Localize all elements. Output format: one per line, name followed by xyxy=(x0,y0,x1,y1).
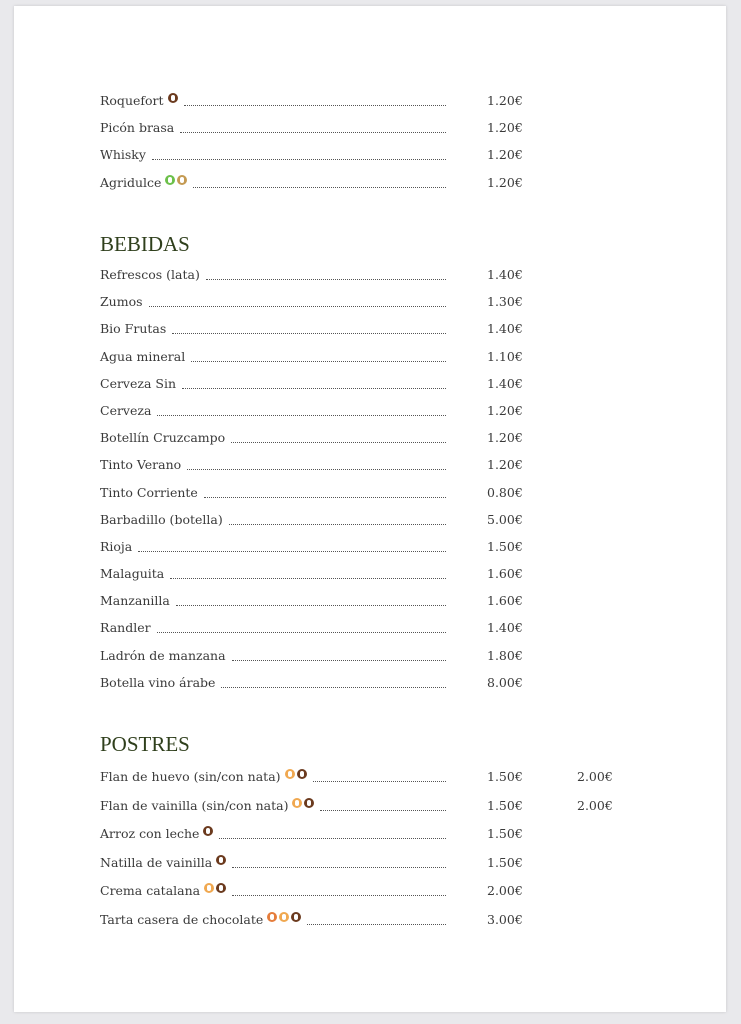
menu-item xyxy=(100,512,660,539)
allergen-icons xyxy=(267,912,301,922)
item-name: Tinto Verano xyxy=(100,457,182,473)
item-name: Botella vino árabe xyxy=(100,674,216,690)
item-name: Manzanilla xyxy=(100,593,170,609)
milk-allergen-icon xyxy=(216,883,226,893)
milk-allergen-icon xyxy=(297,769,307,779)
menu-item xyxy=(100,376,660,403)
dot-leader xyxy=(232,660,446,661)
item-name: Arroz con leche xyxy=(100,826,200,841)
item-name: Cerveza xyxy=(100,402,152,418)
menu-item xyxy=(100,855,660,884)
allergen-icons xyxy=(204,883,226,893)
item-price: 3.00€ xyxy=(487,911,523,927)
item-price: 1.40€ xyxy=(487,321,523,337)
dot-leader xyxy=(176,605,446,606)
egg-allergen-icon xyxy=(292,798,302,808)
item-price: 1.50€ xyxy=(487,826,523,841)
item-name: Whisky xyxy=(100,147,146,163)
item-price: 5.00€ xyxy=(487,511,523,527)
dot-leader xyxy=(180,132,446,133)
milk-allergen-icon xyxy=(304,798,314,808)
menu-item xyxy=(100,798,660,827)
item-name: Ladrón de manzana xyxy=(100,647,226,663)
dot-leader xyxy=(313,781,446,782)
dot-leader xyxy=(172,333,446,334)
milk-allergen-icon xyxy=(216,855,226,865)
item-name: Cerveza Sin xyxy=(100,375,177,391)
menu-item xyxy=(100,267,660,294)
postres-section xyxy=(100,732,660,940)
menu-item xyxy=(100,566,660,593)
celery-allergen-icon xyxy=(165,175,175,185)
item-price: 1.60€ xyxy=(487,593,523,609)
milk-allergen-icon xyxy=(168,93,178,103)
dot-leader xyxy=(191,361,446,362)
item-price: 1.60€ xyxy=(487,566,523,582)
dot-leader xyxy=(231,442,446,443)
item-name: Zumos xyxy=(100,294,143,310)
menu-item xyxy=(100,539,660,566)
menu-item xyxy=(100,485,660,512)
dot-leader xyxy=(152,159,446,160)
item-price-with-cream: 2.00€ xyxy=(577,797,613,813)
allergen-icons xyxy=(292,798,314,808)
menu-item xyxy=(100,120,660,147)
item-price: 2.00€ xyxy=(487,883,523,898)
item-name: Refrescos (lata) xyxy=(100,267,200,282)
menu-item xyxy=(100,294,660,321)
item-name: Flan de vainilla (sin/con nata) xyxy=(100,797,289,813)
mustard-allergen-icon xyxy=(177,175,187,185)
item-name: Agridulce xyxy=(100,174,162,190)
item-price: 1.50€ xyxy=(487,797,523,813)
item-name: Roquefort xyxy=(100,93,164,108)
menu-item xyxy=(100,175,660,202)
item-price: 1.20€ xyxy=(487,93,523,108)
item-price: 1.40€ xyxy=(487,620,523,636)
item-name: Barbadillo (botella) xyxy=(100,511,223,527)
menu-item xyxy=(100,321,660,348)
menu-item xyxy=(100,403,660,430)
menu-item xyxy=(100,457,660,484)
dot-leader xyxy=(232,895,446,896)
dot-leader xyxy=(219,838,446,839)
item-price: 1.50€ xyxy=(487,769,523,784)
menu-item xyxy=(100,675,660,702)
menu-item xyxy=(100,147,660,174)
item-price: 1.40€ xyxy=(487,267,523,282)
dot-leader xyxy=(149,306,446,307)
dot-leader xyxy=(320,810,446,811)
gluten-allergen-icon xyxy=(267,912,277,922)
item-name: Tarta casera de chocolate xyxy=(100,911,264,927)
item-name: Agua mineral xyxy=(100,348,186,364)
item-name: Rioja xyxy=(100,538,133,554)
dot-leader xyxy=(206,279,446,280)
menu-item xyxy=(100,912,660,941)
postres-list xyxy=(100,769,660,940)
dot-leader xyxy=(204,497,446,498)
item-name: Picón brasa xyxy=(100,120,175,136)
menu-item xyxy=(100,620,660,647)
dot-leader xyxy=(157,415,446,416)
dot-leader xyxy=(138,551,446,552)
item-price: 1.80€ xyxy=(487,647,523,663)
dot-leader xyxy=(187,469,446,470)
dot-leader xyxy=(157,632,446,633)
item-name: Tinto Corriente xyxy=(100,484,198,500)
bebidas-list xyxy=(100,267,660,702)
item-price: 8.00€ xyxy=(487,674,523,690)
section-title-bebidas: BEBIDAS xyxy=(100,232,190,256)
item-price: 1.20€ xyxy=(487,120,523,136)
item-price: 0.80€ xyxy=(487,484,523,500)
item-name: Randler xyxy=(100,620,151,636)
item-name: Crema catalana xyxy=(100,883,201,898)
bebidas-section xyxy=(100,232,660,702)
item-name: Bio Frutas xyxy=(100,321,167,337)
allergen-icons xyxy=(203,826,213,836)
item-name: Natilla de vainilla xyxy=(100,854,213,870)
item-price: 1.20€ xyxy=(487,430,523,446)
item-price: 1.50€ xyxy=(487,538,523,554)
allergen-icons xyxy=(165,175,187,185)
allergen-icons xyxy=(168,93,178,103)
top-items-list xyxy=(100,93,660,202)
menu-page xyxy=(14,6,726,1012)
item-price: 1.10€ xyxy=(487,348,523,364)
dot-leader xyxy=(221,687,446,688)
item-price: 1.20€ xyxy=(487,457,523,473)
item-name: Malaguita xyxy=(100,566,165,582)
egg-allergen-icon xyxy=(204,883,214,893)
dot-leader xyxy=(170,578,446,579)
item-price: 1.20€ xyxy=(487,147,523,163)
egg-allergen-icon xyxy=(285,769,295,779)
item-price: 1.40€ xyxy=(487,375,523,391)
item-price-with-cream: 2.00€ xyxy=(577,769,613,784)
menu-item xyxy=(100,349,660,376)
allergen-icons xyxy=(285,769,307,779)
menu-item xyxy=(100,430,660,457)
menu-item xyxy=(100,93,660,120)
egg-allergen-icon xyxy=(279,912,289,922)
menu-item xyxy=(100,769,660,798)
dot-leader xyxy=(193,187,446,188)
allergen-icons xyxy=(216,855,226,865)
item-name: Botellín Cruzcampo xyxy=(100,430,226,446)
section-title-postres: POSTRES xyxy=(100,732,190,756)
item-name: Flan de huevo (sin/con nata) xyxy=(100,769,281,784)
item-price: 1.30€ xyxy=(487,294,523,310)
dot-leader xyxy=(232,867,446,868)
menu-item xyxy=(100,826,660,855)
milk-allergen-icon xyxy=(291,912,301,922)
dot-leader xyxy=(182,388,446,389)
item-price: 1.20€ xyxy=(487,402,523,418)
menu-item xyxy=(100,648,660,675)
item-price: 1.50€ xyxy=(487,854,523,870)
dot-leader xyxy=(184,105,446,106)
dot-leader xyxy=(307,924,446,925)
menu-item xyxy=(100,883,660,912)
menu-item xyxy=(100,593,660,620)
dot-leader xyxy=(229,524,446,525)
milk-allergen-icon xyxy=(203,826,213,836)
item-price: 1.20€ xyxy=(487,174,523,190)
